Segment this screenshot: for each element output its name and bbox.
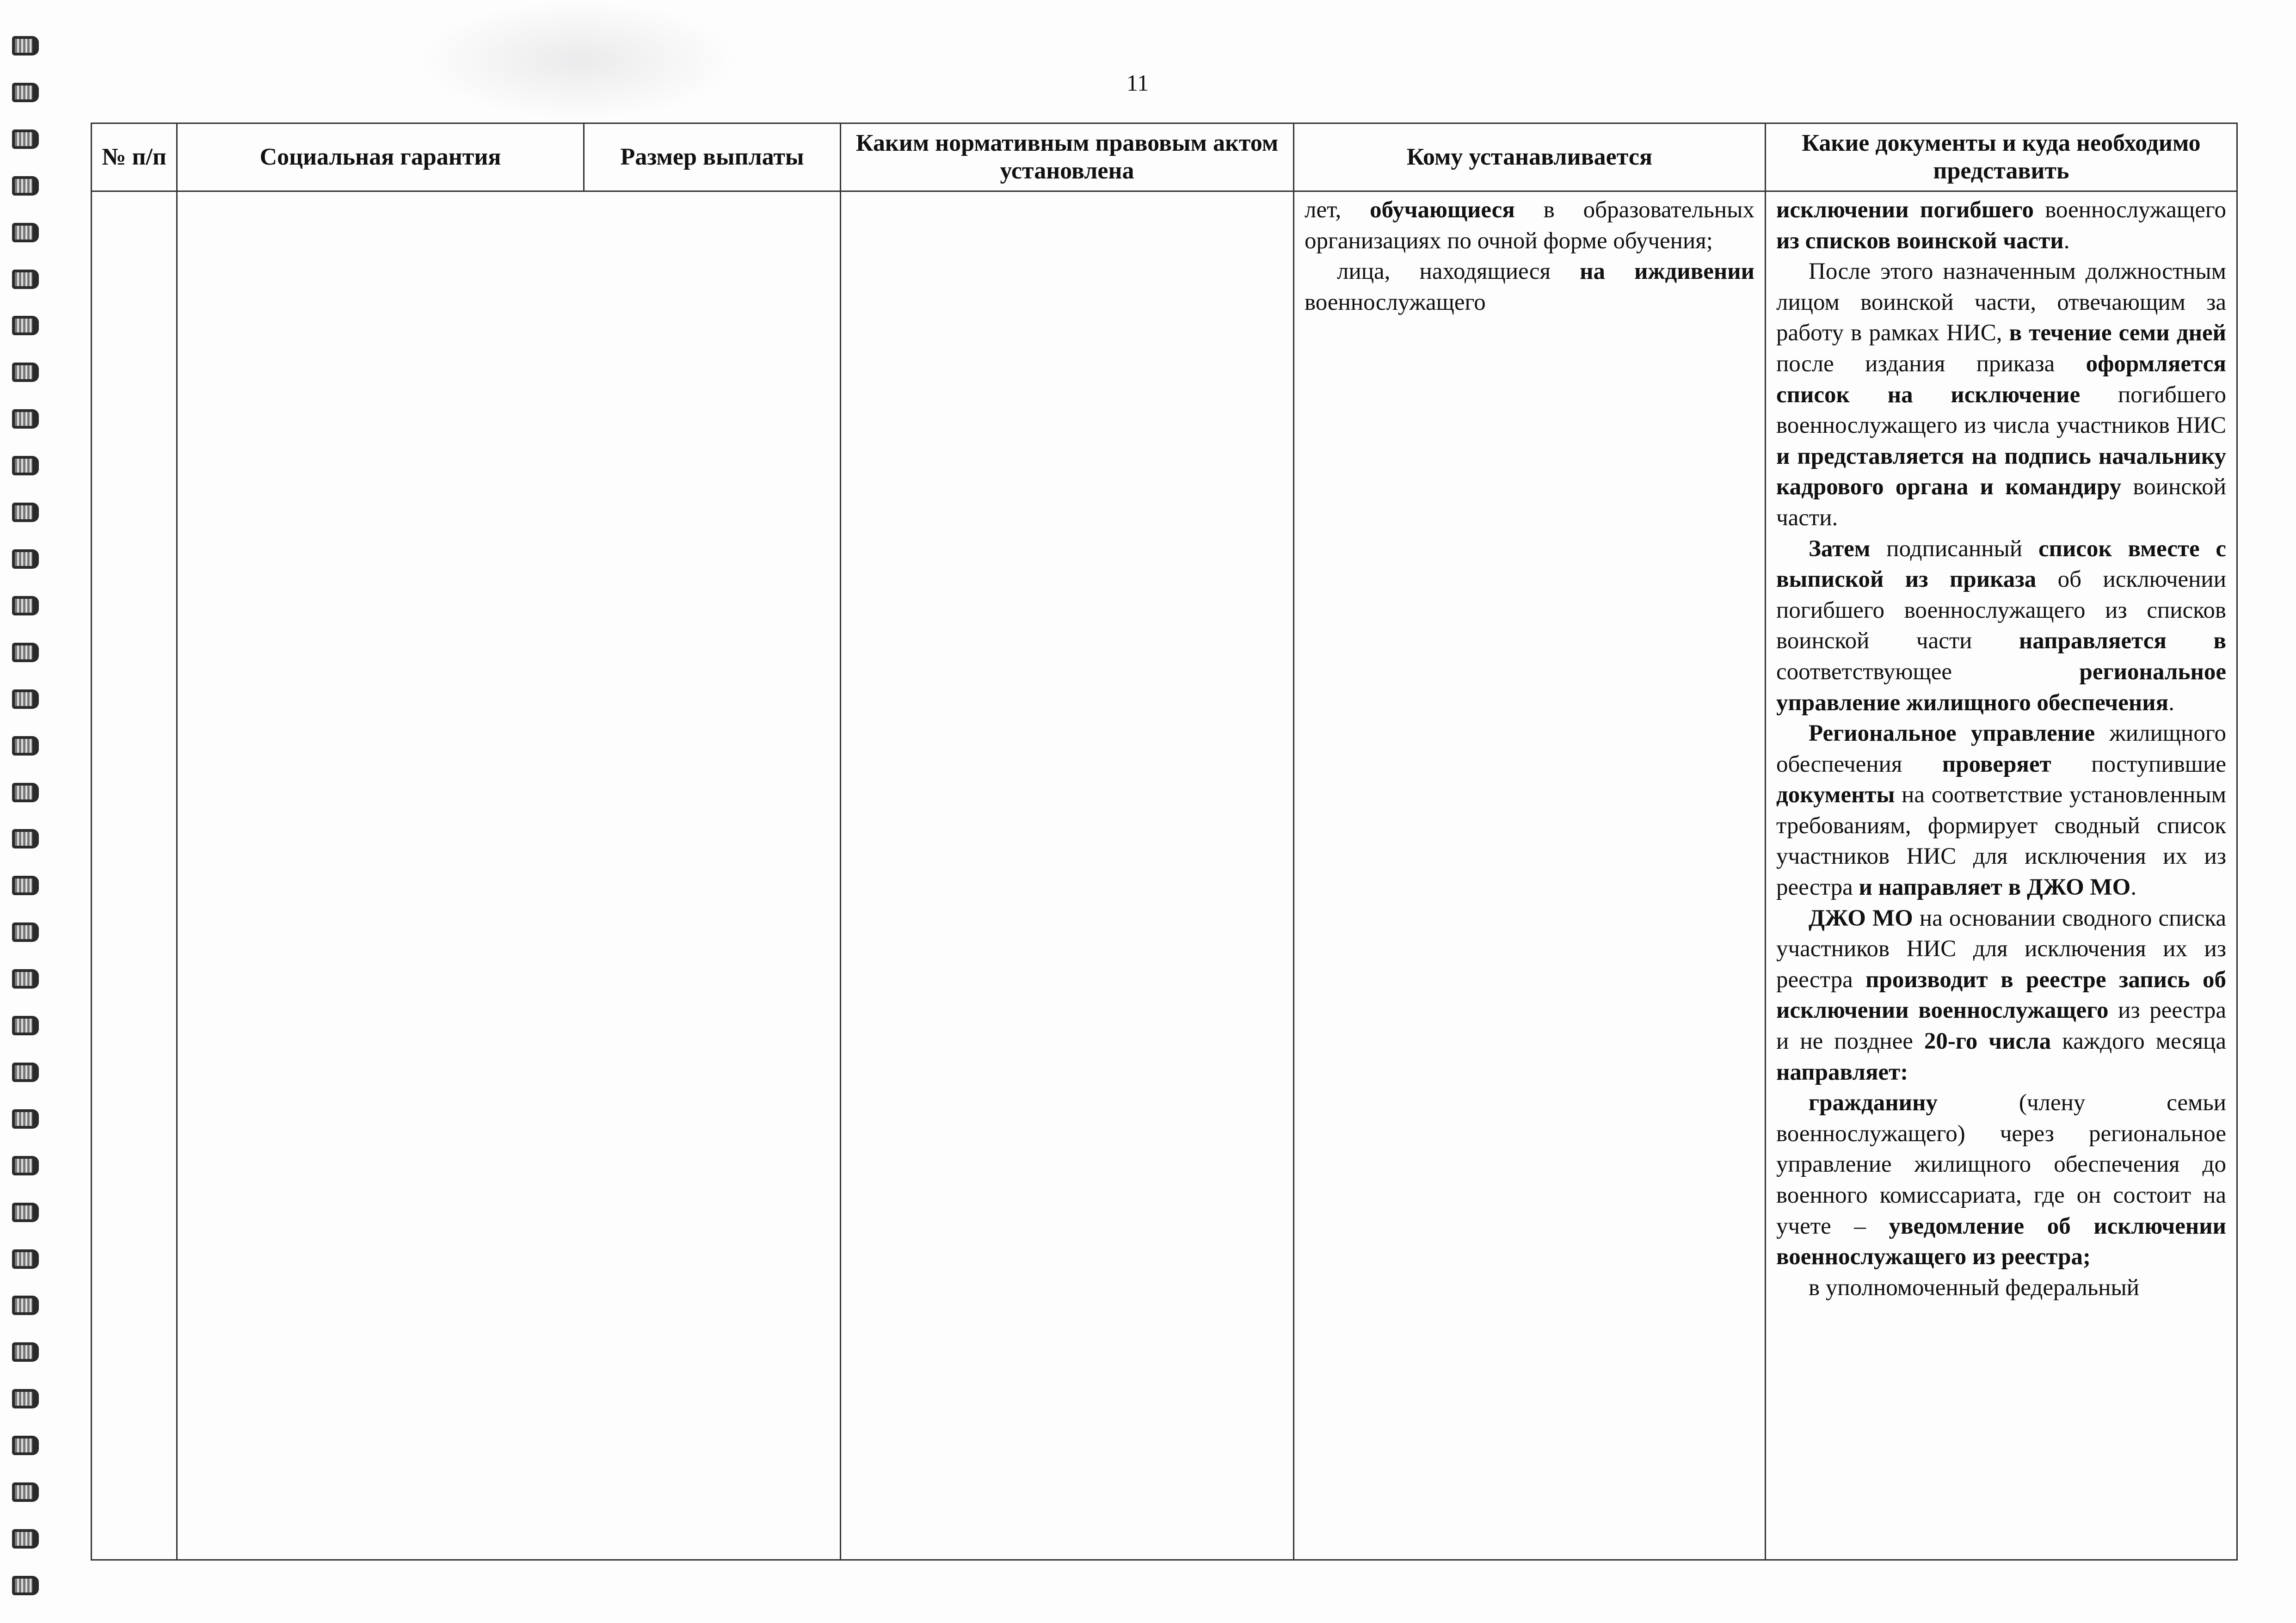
text: на соответствие установленным требованиям, формирует сводный список участников НИС для исключения их из реестра [1776,782,2226,901]
binding-ring [10,872,34,895]
bold-text: проверяет [1942,751,2051,777]
bold-text: ДЖО МО [1809,905,1913,931]
table-header-row [92,123,2237,191]
paragraph [1776,718,2226,903]
benefits-table [91,123,2238,1561]
binding-ring [10,312,34,335]
text: После этого назначенным должностным лицом воинской части, отвечающим за работу в рамках НИС, [1776,258,2226,346]
bold-text: направляет: [1776,1059,1908,1085]
binding-ring [10,639,34,662]
text: . [2130,874,2137,901]
paragraph [1305,195,1754,256]
binding-ring [10,359,34,382]
cell-recipient [1294,191,1766,1560]
binding-ring [10,1525,34,1549]
text: лет, [1305,197,1370,223]
binding-ring [10,919,34,942]
binding-ring [10,1339,34,1362]
binding-ring [10,965,34,989]
bold-text: исключении погибшего [1776,197,2034,223]
spiral-binding [10,32,43,1595]
header-documents: Какие документы и куда необходимо представить [1766,123,2237,191]
text: в уполномоченный федеральный [1809,1274,2140,1301]
text: из реестра и не позднее [1776,997,2226,1055]
text: погибшего военнослужащего из числа участников НИС [1776,381,2226,439]
binding-ring [10,79,34,102]
header-number: № п/п [92,123,177,191]
bold-text: Затем [1809,535,1871,562]
paragraph [1776,195,2226,256]
cell-social-guarantee [177,191,841,1560]
binding-ring [10,732,34,756]
text: соответствующее [1776,658,2080,685]
text: (члену семьи военнослужащего) через региональное управление жилищного обеспечения до военного комиссариата, где он состоит на учете – [1776,1090,2226,1239]
binding-ring [10,686,34,709]
table-row [92,191,2237,1560]
binding-ring [10,452,34,475]
binding-ring [10,172,34,196]
bold-text: региональное управление жилищного обеспечения [1776,658,2226,716]
bold-text: список вместе с выпиской из приказа [1776,535,2226,593]
text: в образовательных организациях по очной форме обучения; [1305,197,1754,254]
binding-ring [10,546,34,569]
paragraph [1776,534,2226,719]
binding-ring [10,592,34,615]
page-number: 11 [1126,70,1149,96]
text: об исключении погибшего военнослужащего из списков воинской части [1776,566,2226,654]
bold-text: гражданину [1809,1090,1938,1116]
bold-text: оформляется список на исключение [1776,350,2226,408]
binding-ring [10,406,34,429]
binding-ring [10,1106,34,1129]
paragraph [1776,1273,2226,1303]
bold-text: Региональное управление [1809,720,2095,747]
bold-text: на иждивении [1580,258,1754,285]
cell-number [92,191,177,1560]
paragraph [1776,903,2226,1088]
text: военнослужащего [1305,289,1486,315]
header-social-guarantee: Социальная гарантия [177,123,584,191]
text: . [2063,227,2070,254]
text: на основании сводного списка участников НИС для исключения их из реестра [1776,905,2226,993]
binding-ring [10,1012,34,1035]
cell-documents [1766,191,2237,1560]
paragraph [1776,1088,2226,1273]
binding-ring [10,1572,34,1595]
scan-shading [416,0,740,120]
text: поступившие [2051,751,2226,777]
binding-ring [10,779,34,802]
header-legal-act: Каким нормативным правовым актом установлена [841,123,1294,191]
bold-text: документы [1776,782,1895,808]
binding-ring [10,219,34,242]
binding-ring [10,1385,34,1408]
binding-ring [10,825,34,848]
bold-text: обучающиеся [1370,197,1515,223]
paragraph [1776,256,2226,533]
text: военнослужащего [2033,197,2226,223]
binding-ring [10,32,34,55]
binding-ring [10,1199,34,1222]
binding-ring [10,1292,34,1315]
bold-text: производит в реестре запись об исключении военнослужащего [1776,966,2226,1024]
binding-ring [10,266,34,289]
bold-text: уведомление об исключении военнослужащего из реестра; [1776,1213,2226,1270]
paragraph [1305,256,1754,318]
bold-text: 20-го числа [1924,1028,2051,1055]
binding-ring [10,1059,34,1082]
cell-legal-act [841,191,1294,1560]
text: жилищного обеспечения [1776,720,2226,777]
text: . [2168,689,2174,716]
bold-text: в течение семи дней [2009,320,2226,346]
text: лица, находящиеся [1337,258,1580,285]
binding-ring [10,1246,34,1269]
text: воинской части. [1776,474,2226,531]
binding-ring [10,499,34,522]
bold-text: и направляет в ДЖО МО [1859,874,2131,901]
bold-text: направляется в [2019,628,2227,654]
header-recipient: Кому устанавливается [1294,123,1766,191]
binding-ring [10,1479,34,1502]
text: после издания приказа [1776,350,2086,377]
binding-ring [10,1152,34,1175]
bold-text: из списков воинской части [1776,227,2064,254]
text: подписанный [1870,535,2038,562]
header-payment-amount: Размер выплаты [584,123,841,191]
binding-ring [10,126,34,149]
text: каждого месяца [2051,1028,2226,1055]
bold-text: и представляется на подпись начальнику кадрового органа и командиру [1776,443,2226,500]
binding-ring [10,1432,34,1455]
